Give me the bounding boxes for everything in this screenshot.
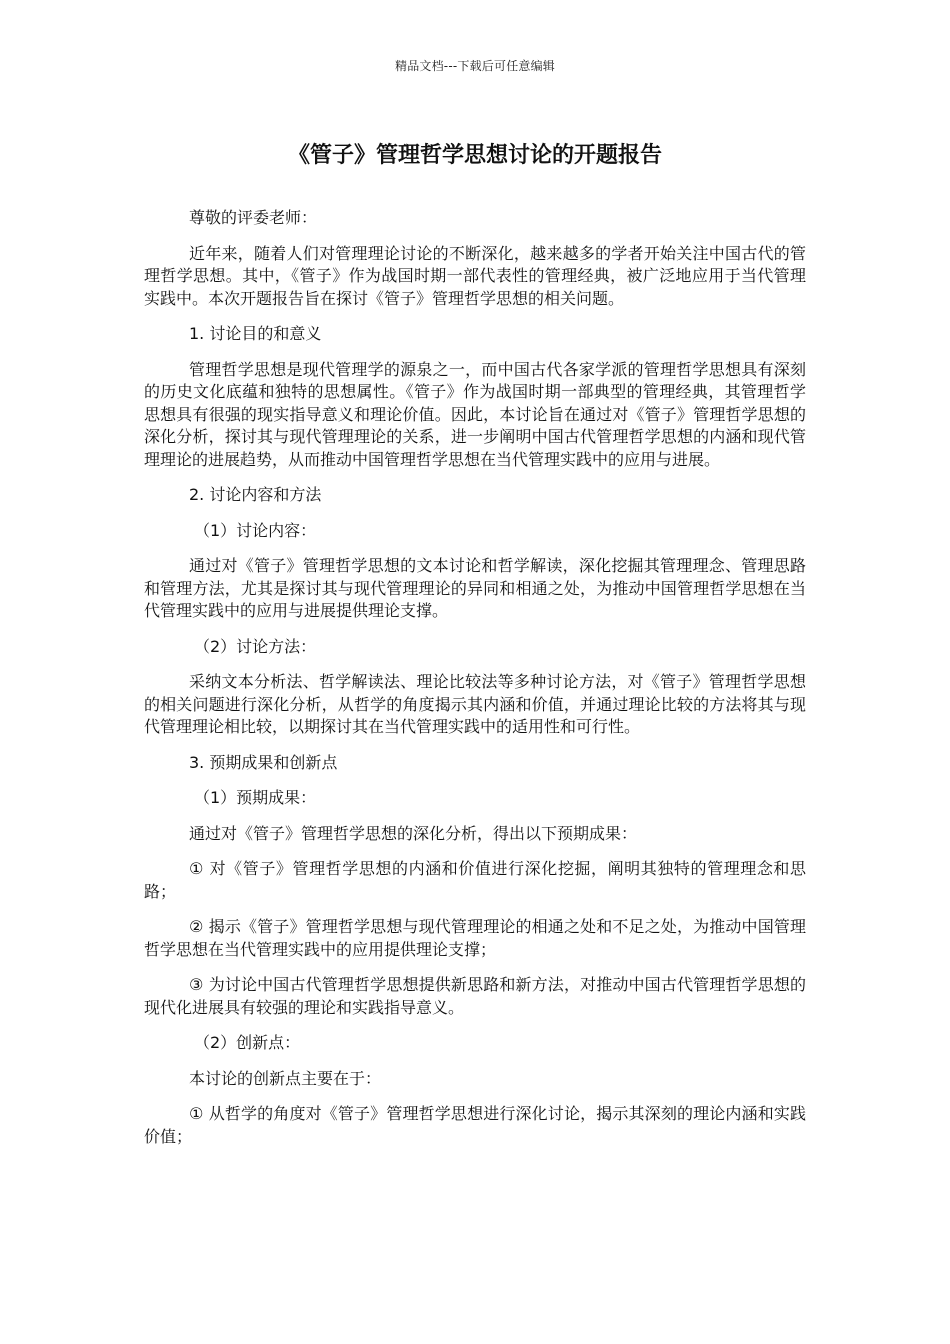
section-heading-2: 2. 讨论内容和方法 [189, 485, 322, 504]
section-heading-3: 3. 预期成果和创新点 [189, 752, 338, 772]
expected-result-item: ③ 为讨论中国古代管理哲学思想提供新思路和新方法，对推动中国古代管理哲学思想的现代化进展具有较强的理论和实践指导意义。 [144, 975, 806, 1017]
subheading-research-method: （2）讨论方法： [194, 636, 317, 656]
subheading-research-content: （1）讨论内容： [194, 520, 317, 540]
section-1-paragraph: 管理哲学思想是现代管理学的源泉之一，而中国古代各家学派的管理哲学思想具有深刻的历史文化底蕴和独特的思想属性。《管子》作为战国时期一部典型的管理经典，其管理哲学思想具有很强的现实指导意义和理论价值。因此，本讨论旨在通过对《管子》管理哲学思想的深化分析，探讨其与现代管理理论的关系，进一步阐明中国古代管理哲学思想的内涵和现代管理理论的进展趋势，从而推动中国管理哲学思想在当代管理实践中的应用与进展。 [144, 359, 806, 469]
salutation: 尊敬的评委老师： [189, 208, 318, 227]
expected-result-item: ① 对《管子》管理哲学思想的内涵和价值进行深化挖掘，阐明其独特的管理理念和思路； [144, 859, 806, 901]
intro-paragraph: 近年来，随着人们对管理理论讨论的不断深化，越来越多的学者开始关注中国古代的管理哲学思想。其中，《管子》作为战国时期一部代表性的管理经典，被广泛地应用于当代管理实践中。本次开题报告旨在探讨《管子》管理哲学思想的相关问题。 [144, 243, 806, 308]
research-content-paragraph: 通过对《管子》管理哲学思想的文本讨论和哲学解读，深化挖掘其管理理念、管理思路和管理方法，尤其是探讨其与现代管理理论的异同和相通之处，为推动中国管理哲学思想在当代管理实践中的应用与进展提供理论支撑。 [144, 556, 806, 620]
subheading-expected-results: （1）预期成果： [194, 788, 317, 807]
expected-results-intro: 通过对《管子》管理哲学思想的深化分析，得出以下预期成果： [189, 823, 638, 843]
header-note: 精品文档---下载后可任意编辑 [395, 59, 555, 73]
document-title: 《管子》管理哲学思想讨论的开题报告 [287, 143, 662, 168]
research-method-paragraph: 采纳文本分析法、哲学解读法、理论比较法等多种讨论方法，对《管子》管理哲学思想的相关问题进行深化分析，从哲学的角度揭示其内涵和价值，并通过理论比较的方法将其与现代管理理论相比较，以期探讨其在当代管理实践中的适用性和可行性。 [144, 672, 806, 736]
innovation-item: ① 从哲学的角度对《管子》管理哲学思想进行深化讨论，揭示其深刻的理论内涵和实践价值； [144, 1104, 806, 1146]
section-heading-1: 1. 讨论目的和意义 [189, 324, 322, 343]
expected-result-item: ② 揭示《管子》管理哲学思想与现代管理理论的相通之处和不足之处，为推动中国管理哲学思想在当代管理实践中的应用提供理论支撑； [144, 917, 806, 959]
subheading-innovation: （2）创新点： [194, 1033, 301, 1052]
document-body [144, 207, 806, 1161]
innovation-intro: 本讨论的创新点主要在于： [189, 1068, 382, 1088]
